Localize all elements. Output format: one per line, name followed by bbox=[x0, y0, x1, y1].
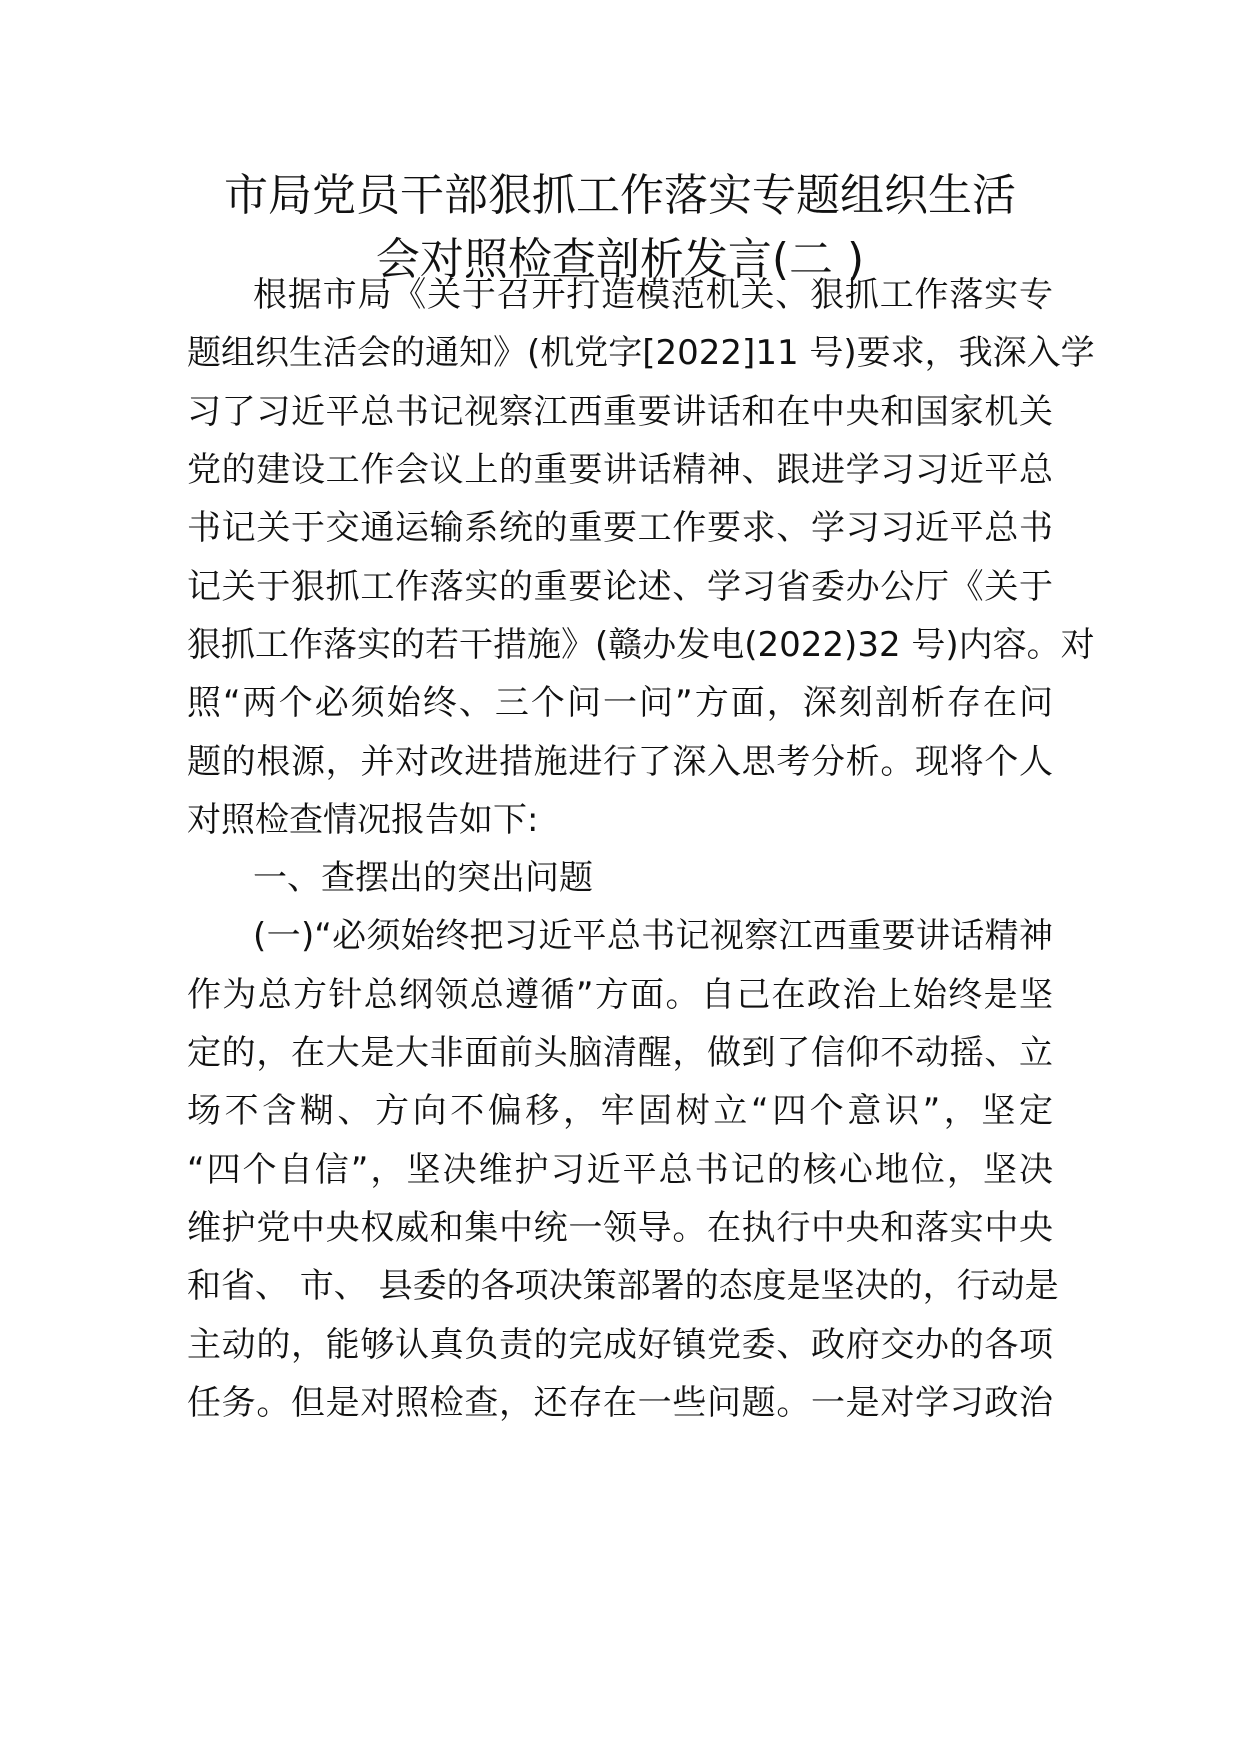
paragraph-line: 任务。但是对照检查，还存在一些问题。一是对学习政治 bbox=[187, 1383, 1053, 1423]
document-title-line-1: 市局党员干部狠抓工作落实专题组织生活 bbox=[224, 170, 1016, 221]
paragraph-line: 题组织生活会的通知》(机党字[2022]11 号)要求，我深入学 bbox=[187, 333, 1095, 373]
paragraph-line: 对照检查情况报告如下: bbox=[187, 800, 539, 840]
section-heading: 一、查摆出的突出问题 bbox=[253, 858, 593, 898]
paragraph-line: 题的根源，并对改进措施进行了深入思考分析。现将个人 bbox=[187, 742, 1053, 782]
paragraph-line: 场不含糊、方向不偏移，牢固树立“四个意识”，坚定 bbox=[187, 1091, 1053, 1131]
paragraph-line: (一)“必须始终把习近平总书记视察江西重要讲话精神 bbox=[253, 916, 1053, 956]
paragraph-line: “四个自信”，坚决维护习近平总书记的核心地位，坚决 bbox=[187, 1150, 1053, 1190]
paragraph-line: 根据市局《关于召开打造模范机关、狠抓工作落实专 bbox=[253, 275, 1053, 315]
paragraph-line: 和省、 市、 县委的各项决策部署的态度是坚决的，行动是 bbox=[187, 1266, 1059, 1306]
paragraph-line: 作为总方针总纲领总遵循”方面。自己在政治上始终是坚 bbox=[187, 975, 1053, 1015]
paragraph-line: 习了习近平总书记视察江西重要讲话和在中央和国家机关 bbox=[187, 392, 1053, 432]
document-title-line-2: 会对照检查剖析发言(二 ) bbox=[375, 234, 865, 285]
paragraph-line: 狠抓工作落实的若干措施》(赣办发电(2022)32 号)内容。对 bbox=[187, 625, 1095, 665]
paragraph-line: 记关于狠抓工作落实的重要论述、学习省委办公厅《关于 bbox=[187, 567, 1053, 607]
paragraph-line: 维护党中央权威和集中统一领导。在执行中央和落实中央 bbox=[187, 1208, 1053, 1248]
paragraph-line: 主动的，能够认真负责的完成好镇党委、政府交办的各项 bbox=[187, 1325, 1053, 1365]
paragraph-line: 书记关于交通运输系统的重要工作要求、学习习近平总书 bbox=[187, 508, 1053, 548]
paragraph-line: 定的，在大是大非面前头脑清醒，做到了信仰不动摇、立 bbox=[187, 1033, 1053, 1073]
paragraph-line: 党的建设工作会议上的重要讲话精神、跟进学习习近平总 bbox=[187, 450, 1053, 490]
paragraph-line: 照“两个必须始终、三个问一问”方面，深刻剖析存在问 bbox=[187, 683, 1053, 723]
